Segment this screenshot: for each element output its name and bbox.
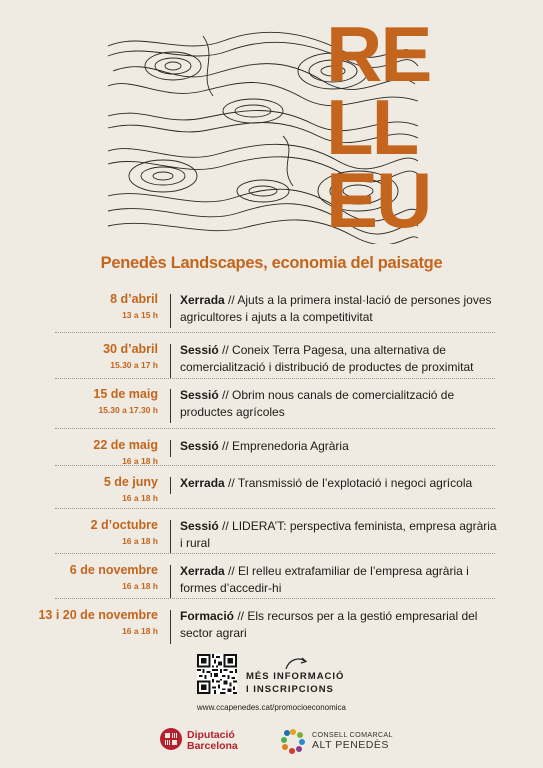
event-type: Sessió [180, 343, 219, 357]
event-description [180, 292, 500, 326]
event-text: // Emprenedoria Agrària [218, 439, 349, 453]
event-description [180, 475, 500, 492]
event-date: 13 i 20 de novembre [38, 608, 158, 622]
qr-code[interactable] [197, 654, 237, 694]
event-date: 30 d’abril [103, 342, 158, 356]
diputacio-emblem-icon [160, 728, 182, 750]
event-divider [170, 344, 171, 378]
event-type: Xerrada [180, 293, 225, 307]
diputacio-text [187, 730, 238, 752]
dotted-separator [55, 553, 495, 554]
event-divider [170, 477, 171, 494]
event-time: 16 a 18 h [122, 456, 158, 466]
event-text: // Transmissió de l’explotació i negoci agrícola [224, 476, 473, 490]
event-time: 16 a 18 h [122, 493, 158, 503]
event-divider [170, 565, 171, 599]
event-type: Formació [180, 609, 235, 623]
event-date: 6 de novembre [69, 563, 158, 577]
consell-line-2: ALT PENEDÈS [312, 739, 389, 751]
event-description [180, 342, 500, 376]
dotted-separator [55, 508, 495, 509]
event-divider [170, 520, 171, 554]
event-text: // Coneix Terra Pagesa, una alternativa de comercialització i distribució de productes de proximitat [180, 343, 474, 374]
event-description [180, 518, 500, 552]
event-text: // Ajuts a la primera instal·lació de persones joves agricultores i ajuts a la competitivitat [180, 293, 492, 324]
title-line-3: EU [326, 156, 431, 244]
event-date: 5 de juny [103, 475, 158, 489]
event-type: Sessió [180, 439, 219, 453]
event-description [180, 387, 500, 421]
event-divider [170, 389, 171, 423]
event-type: Sessió [180, 519, 219, 533]
event-type: Xerrada [180, 476, 225, 490]
event-description [180, 563, 500, 597]
more-info-line-2: I INSCRIPCIONS [246, 684, 334, 695]
event-description [180, 608, 500, 642]
event-divider [170, 440, 171, 457]
diputacio-line-1: Diputació [187, 729, 235, 741]
event-divider [170, 294, 171, 328]
title-line-2: LL [326, 83, 418, 171]
diputacio-line-2: Barcelona [187, 740, 238, 752]
event-text: // Els recursos per a la gestió empresarial del sector agrari [180, 609, 478, 640]
event-date: 8 d’abril [110, 292, 158, 306]
event-date: 2 d’octubre [90, 518, 158, 532]
event-type: Xerrada [180, 564, 225, 578]
dotted-separator [55, 465, 495, 466]
event-text: // LIDERA’T: perspectiva feminista, empresa agrària i rural [180, 519, 497, 550]
event-time: 16 a 18 h [122, 536, 158, 546]
event-text: // Obrim nous canals de comercialització de productes agrícoles [180, 388, 455, 419]
consell-line-1: CONSELL COMARCAL [312, 730, 393, 739]
dotted-separator [55, 598, 495, 599]
event-time: 15.30 a 17.30 h [98, 405, 158, 415]
event-type: Sessió [180, 388, 219, 402]
subtitle: Penedès Landscapes, economia del paisatge [100, 254, 443, 272]
title-line-1: RE [326, 10, 431, 98]
curved-arrow-icon [283, 655, 313, 671]
event-description [180, 438, 500, 455]
more-info-text [246, 670, 344, 696]
dotted-separator [55, 332, 495, 333]
more-info-line-1: MÉS INFORMACIÓ [246, 671, 345, 682]
event-date: 15 de maig [93, 387, 158, 401]
event-text: // El relleu extrafamiliar de l’empresa agrària i formes d’accedir-hi [180, 564, 469, 595]
event-time: 16 a 18 h [122, 581, 158, 591]
event-time: 13 a 15 h [122, 310, 158, 320]
event-divider [170, 610, 171, 644]
big-title [326, 10, 516, 244]
event-time: 16 a 18 h [122, 626, 158, 636]
event-date: 22 de maig [93, 438, 158, 452]
website-link[interactable]: www.ccapenedes.cat/promocioeconomica [197, 703, 346, 712]
consell-comarcal-emblem-icon [280, 728, 306, 754]
dotted-separator [55, 428, 495, 429]
dotted-separator [55, 378, 495, 379]
event-time: 15.30 a 17 h [110, 360, 158, 370]
